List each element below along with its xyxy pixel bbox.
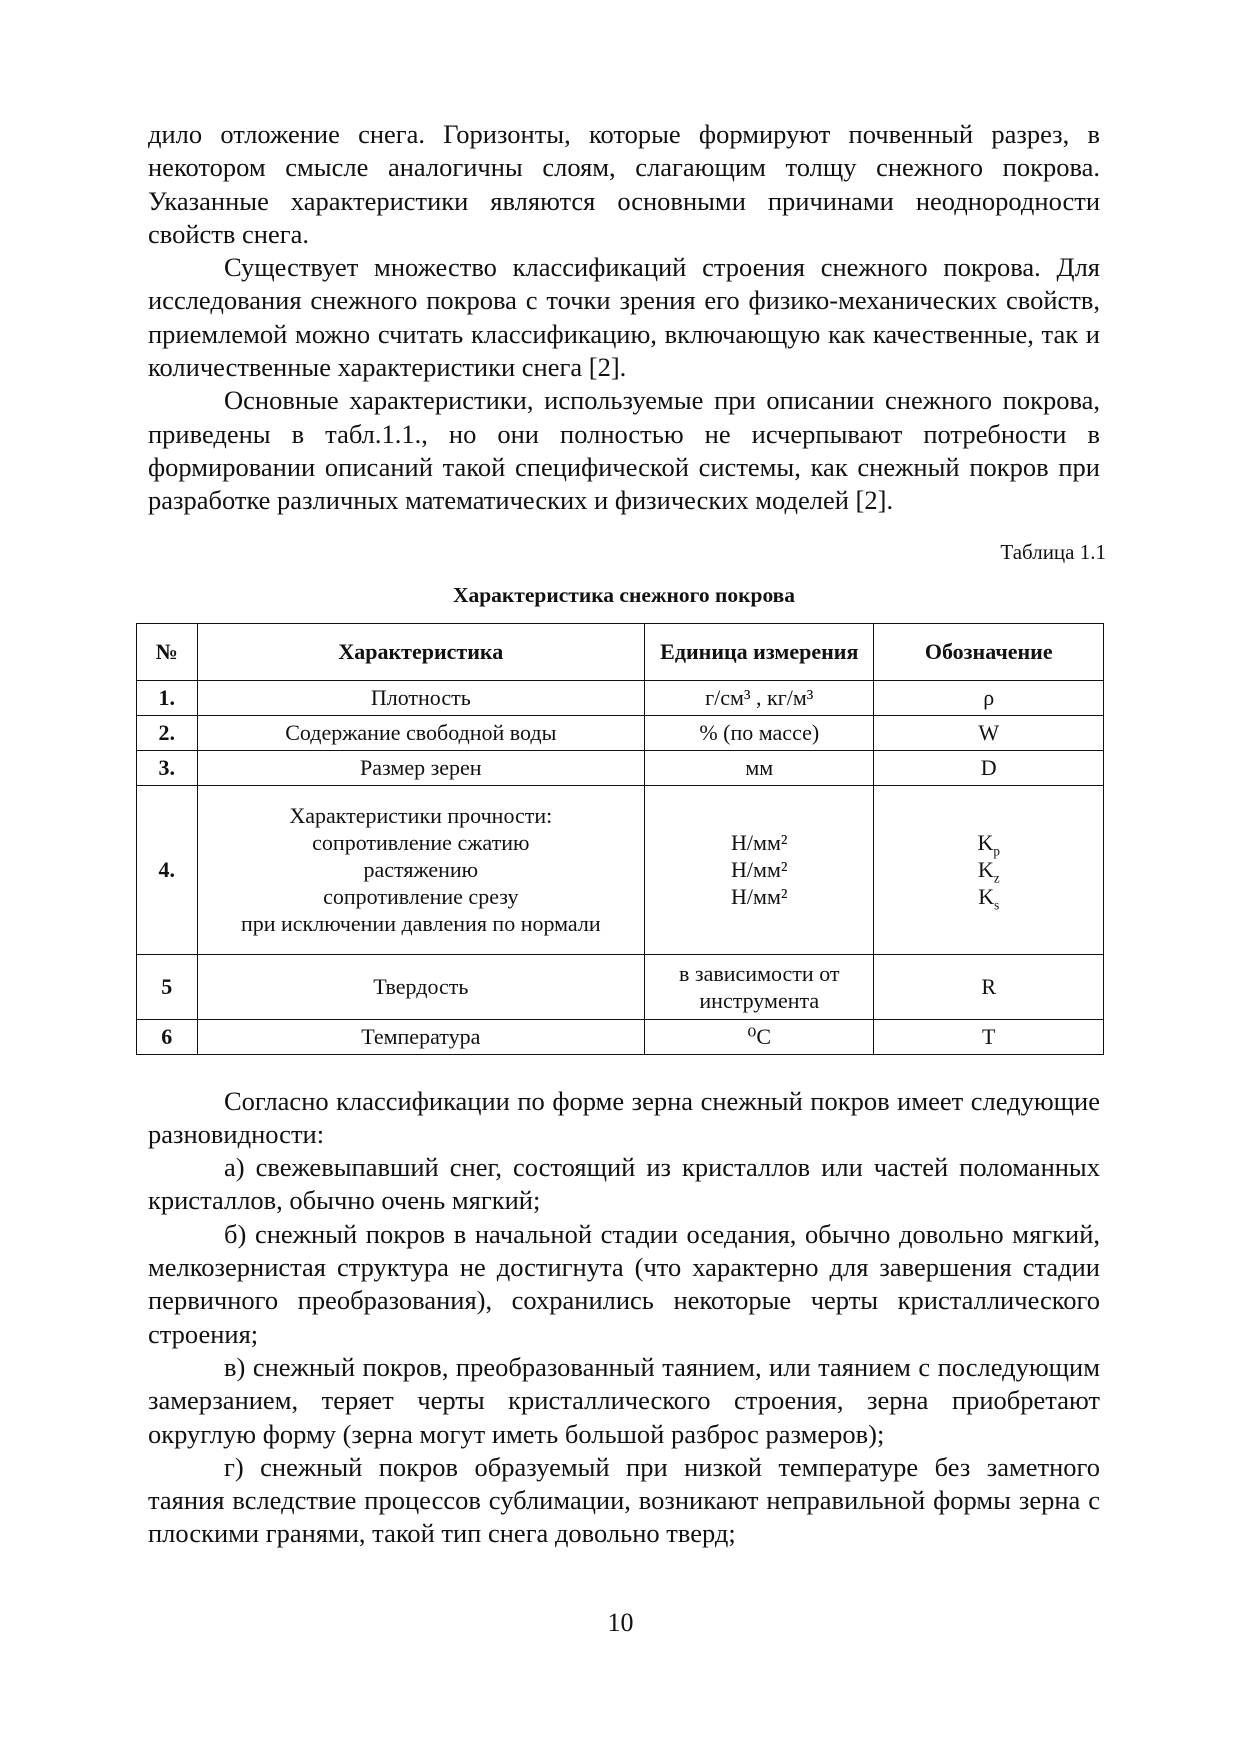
characteristics-table (136, 623, 1104, 1055)
cell-characteristic-line: при исключении давления по нормали (240, 911, 601, 937)
cell-characteristic-line: Размер зерен (360, 755, 482, 781)
table-row (137, 1019, 1104, 1054)
header-number: № (137, 623, 198, 680)
cell-symbol-line: R (981, 974, 997, 1000)
cell-number: 3. (137, 750, 198, 785)
table-row (137, 785, 1104, 954)
cell-characteristic (197, 954, 645, 1019)
table-row (137, 954, 1104, 1019)
paragraph: Основные характеристики, используемые при описании снежного покрова, приведены в табл.1.1., но они полностью не исчерпывают потребности в формировании описаний такой специфической системы, как снежный покров при разработке различных математических и физических моделей [2]. (148, 385, 1100, 516)
cell-unit-line: % (по массе) (699, 720, 820, 746)
list-item-b: б) снежный покров в начальной стадии оседания, обычно довольно мягкий, мелкозернистая структура не достигнута (что характерно для завершения стадии первичного преобразования), сохранились некоторые черты кристаллического строения; (148, 1218, 1100, 1349)
cell-symbol (874, 715, 1104, 750)
cell-unit-line: мм (745, 755, 774, 781)
paragraph: Согласно классификации по форме зерна снежный покров имеет следующие разновидности: (148, 1085, 1100, 1149)
cell-characteristic-line: сопротивление срезу (323, 884, 519, 910)
cell-number: 4. (137, 785, 198, 954)
cell-characteristic-line: сопротивление сжатию (312, 830, 530, 856)
header-unit: Единица измерения (645, 623, 874, 680)
cell-unit-line: Н/мм² (731, 830, 788, 856)
cell-characteristic-line: Температура (361, 1024, 481, 1050)
table-row (137, 680, 1104, 715)
paragraph: Существует множество классификаций строения снежного покрова. Для исследования снежного покрова с точки зрения его физико-механических свойств, приемлемой можно считать классификацию, включающую как качественные, так и количественные характеристики снега [2]. (148, 252, 1100, 383)
cell-unit (645, 715, 874, 750)
list-item-c: в) снежный покров, преобразованный таянием, или таянием с последующим замерзанием, теряет черты кристаллического строения, зерна приобретают округлую форму (зерна могут иметь большой разброс размеров); (148, 1351, 1100, 1449)
cell-symbol (874, 750, 1104, 785)
table-label: Таблица 1.1 (1000, 539, 1106, 564)
cell-unit-line: г/см³ , кг/м³ (705, 685, 814, 711)
cell-unit (645, 785, 874, 954)
table-title: Характеристика снежного покрова (452, 582, 796, 607)
cell-number: 1. (137, 680, 198, 715)
cell-characteristic-line: Содержание свободной воды (285, 720, 557, 746)
cell-characteristic-line: растяжению (363, 857, 479, 883)
cell-symbol-line: T (982, 1024, 996, 1050)
cell-unit (645, 750, 874, 785)
cell-unit (645, 680, 874, 715)
cell-characteristic (197, 715, 645, 750)
cell-unit-line: ⁰C (747, 1024, 772, 1050)
list-item-d: г) снежный покров образуемый при низкой температуре без заметного таяния вследствие процессов сублимации, возникают неправильной формы зерна с плоскими гранями, такой тип снега довольно тверд; (148, 1451, 1100, 1549)
header-characteristic: Характеристика (197, 623, 645, 680)
cell-unit-line: в зависимости от (679, 960, 840, 986)
cell-characteristic-line: Твердость (373, 974, 469, 1000)
cell-characteristic (197, 750, 645, 785)
cell-characteristic (197, 680, 645, 715)
page-number: 10 (607, 1608, 634, 1637)
cell-characteristic (197, 785, 645, 954)
cell-number: 2. (137, 715, 198, 750)
cell-symbol (874, 680, 1104, 715)
cell-characteristic-line: Характеристики прочности: (289, 803, 553, 829)
cell-characteristic-line: Плотность (370, 685, 471, 711)
cell-symbol (874, 954, 1104, 1019)
cell-symbol-line: $K_p$ (977, 830, 1000, 859)
cell-unit (645, 954, 874, 1019)
table-row (137, 750, 1104, 785)
table-header-row (137, 623, 1104, 680)
header-symbol: Обозначение (874, 623, 1104, 680)
cell-unit-line: Н/мм² (731, 884, 788, 910)
cell-symbol-line: $K_z$ (977, 857, 1000, 886)
cell-symbol-line: W (978, 720, 1000, 746)
cell-symbol-line: ρ (983, 685, 995, 711)
paragraph: дило отложение снега. Горизонты, которые формируют почвенный разрез, в некотором смысле аналогичны слоям, слагающим толщу снежного покрова. Указанные характеристики являются основными причинами неоднородности свойств снега. (148, 119, 1100, 249)
paragraphs-bottom (148, 1085, 1100, 1551)
cell-symbol-line: D (980, 755, 997, 781)
table-row (137, 715, 1104, 750)
cell-number: 5 (137, 954, 198, 1019)
cell-symbol (874, 785, 1104, 954)
cell-symbol-line: $K_s$ (978, 884, 1000, 913)
cell-unit-line: Н/мм² (731, 857, 788, 883)
list-item-a: а) свежевыпавший снег, состоящий из кристаллов или частей поломанных кристаллов, обычно очень мягкий; (148, 1152, 1100, 1216)
cell-unit (645, 1019, 874, 1054)
cell-unit-line: инструмента (699, 987, 820, 1013)
cell-number: 6 (137, 1019, 198, 1054)
paragraphs-top (148, 118, 1100, 518)
cell-characteristic (197, 1019, 645, 1054)
cell-symbol (874, 1019, 1104, 1054)
document-page (148, 118, 1106, 1551)
